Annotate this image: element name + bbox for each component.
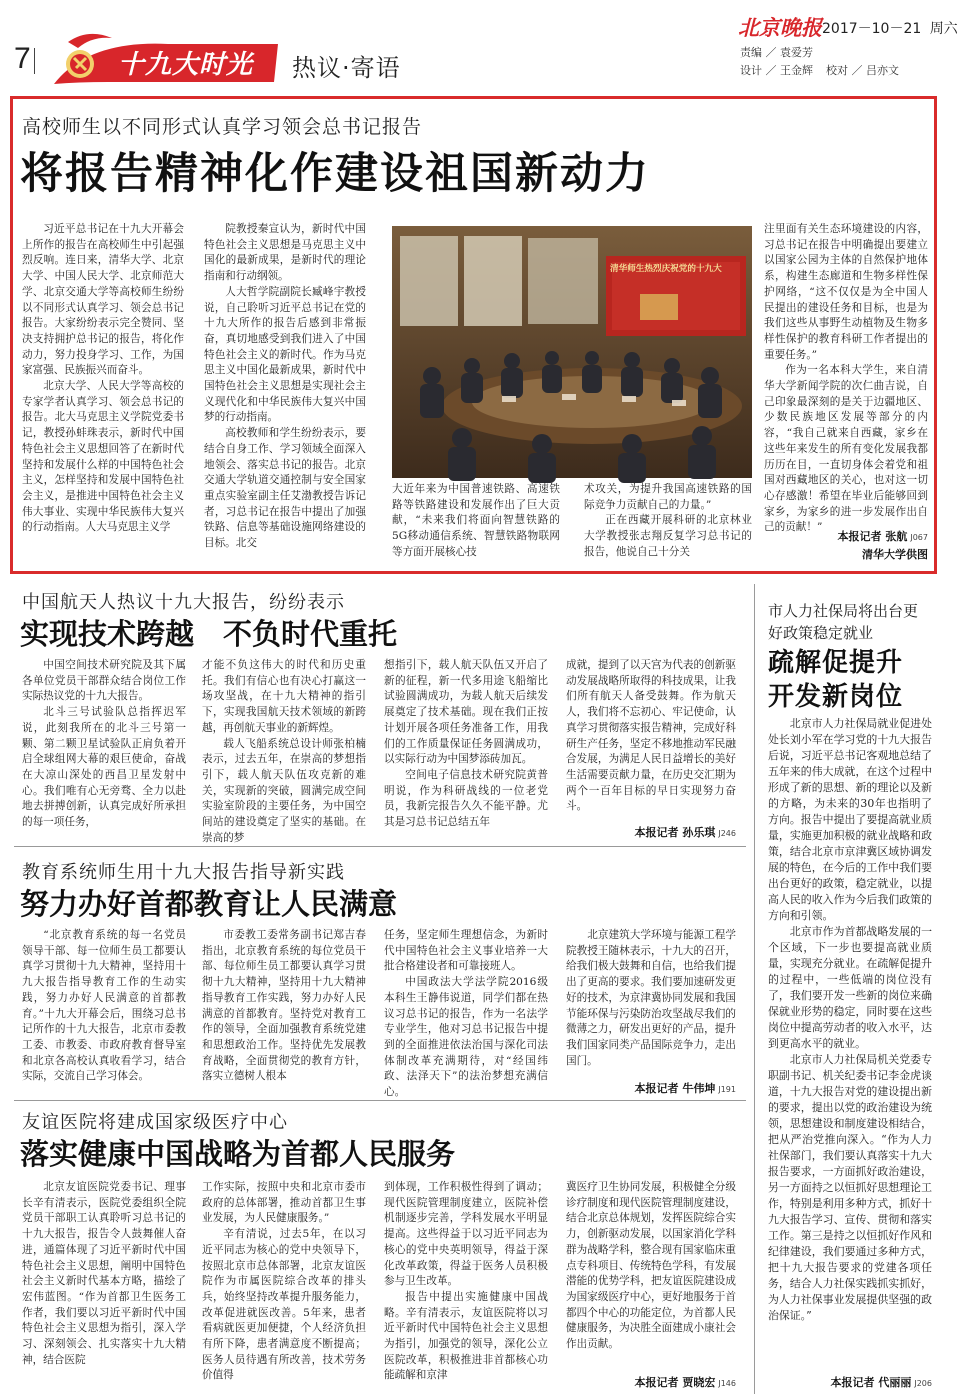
hospital-column-1 — [22, 1180, 186, 1392]
sidebar-kicker: 市人力社保局将出台更好政策稳定就业 — [768, 602, 919, 642]
paragraph: 到体现，工作积极性得到了调动；现代医院管理制度建立，医院补偿机制逐步完善，学科发展水平明显提高。这些得益于以习近平同志为核心的党中央英明领导，得益于深化改革政策，得益于医务人员积极参与卫生改革。 — [384, 1181, 548, 1288]
paragraph: “北京教育系统的每一名党员领导干部、每一位师生员工都要认真学习贯彻十九大精神，坚持用十九大报告指导教育工作的生动实践，努力办好人民满意的首都教育。”十九大开幕会后，围绕习总书记所作的十九大报告，北京市委教工委、市教委、市政府教育督导室和北京各高校认真收看学习，结合实际，交流自己学习体会。 — [22, 929, 186, 1083]
hospital-byline — [566, 1374, 736, 1390]
page-number-rule — [34, 48, 35, 74]
space-column-3 — [384, 658, 548, 829]
paragraph: 想指引下，载人航天队伍又开启了新的征程，新一代多用途飞船缩比试验圆满成功，为载人航天后续发展奠定了技术基础。现在我们正按计划开展各项任务准备工作，用我们的工作质量保证任务圆满成功，以实际行动为中国梦添砖加瓦。 — [384, 659, 548, 766]
byline-code: J146 — [718, 1379, 736, 1388]
paragraph: 北京市人力社保局就业促进处处长刘小军在学习党的十九大报告后说，习近平总书记客观地总结了五年来的伟大成就，在这个过程中形成了新的思想、新的理论以及新的方略，为未来的30年也指明了方向。报告中提出了要提高就业质量，实施更加积极的就业战略和政策，结合北京市京津冀区域协调发展的特色，在今后的工作中我们要出台更好的政策，稳定就业，以提高人民的收入作为今后我们政策的方向和引领。 — [768, 717, 932, 922]
lead-kicker: 高校师生以不同形式认真学习领会总书记报告 — [22, 116, 423, 138]
education-byline — [566, 1080, 736, 1096]
sidebar-headline-line2: 开发新岗位 — [768, 682, 904, 712]
lead-photo-column-2 — [584, 482, 752, 564]
byline-text: 本报记者 孙乐琪 — [634, 826, 716, 839]
education-column-2 — [202, 928, 366, 1090]
hospital-column-3 — [384, 1180, 548, 1392]
paragraph: 才能不负这伟大的时代和历史重托。我们有信心也有决心打赢这一场攻坚战，在十九大精神的指引下，实现我国航天技术领域的新跨越，再创航天事业的新辉煌。 — [202, 659, 366, 734]
education-column-4 — [566, 928, 736, 1068]
divider-rule — [14, 1100, 746, 1101]
paragraph: 中国政法大学法学院2016级本科生王静伟说道，同学们都在热议习总书记的报告，作为一名法学专业学生，他对习总书记报告中提到的全面推进依法治国与深化司法体制改革充满期待，对“经国纬政、法泽天下”的法治梦想充满信心。 — [384, 976, 548, 1099]
section-logo — [48, 30, 280, 86]
lead-headline: 将报告精神化作建设祖国新动力 — [20, 149, 650, 199]
hospital-kicker: 友谊医院将建成国家级医疗中心 — [22, 1112, 288, 1133]
photo-banner-text: 清华师生热烈庆祝党的十九大 — [610, 264, 722, 274]
paragraph: 北京大学、人民大学等高校的专家学者认真学习、领会总书记的报告。北大马克思主义学院党委书记，教授孙蚌珠表示，新时代中国特色社会主义思想回答了在新时代坚持和发展什么样的中国特色社会主义，怎样坚持和发展中国特色社会主义，是推进中国特色社会主义伟大事业、实现中华民族伟大复兴的行动指南。人大马克思主义学 — [22, 380, 184, 534]
space-column-4 — [566, 658, 736, 813]
paper-name: 北京晚报 — [738, 15, 822, 40]
paragraph: 人大哲学院副院长臧峰宇教授说，自己聆听习近平总书记在党的十九大所作的报告后感到非常振奋，真切地感受到我们进入了中国特色社会主义的新时代。作为马克思主义中国化最新成果，新时代中国特色社会主义思想是实现社会主义现代化和中华民族伟大复兴中国梦的行动指南。 — [204, 285, 366, 424]
byline-text: 本报记者 贾晓宏 — [634, 1376, 716, 1389]
byline-code: J206 — [914, 1379, 932, 1388]
byline-code: J067 — [910, 533, 928, 542]
byline-text: 本报记者 张航 — [837, 530, 908, 543]
lead-column-2 — [204, 222, 366, 562]
design-credit: 设计 ／ 王金辉 — [740, 64, 813, 77]
paragraph: 任务，坚定师生理想信念，为新时代中国特色社会主义事业培养一大批合格建设者和可靠接班人。 — [384, 929, 548, 973]
lead-photo — [392, 226, 752, 478]
paragraph: 北京市人力社保局机关党委专职副书记、机关纪委书记李金虎谈道，十九大报告对党的建设提出新的要求，提出以党的政治建设为统领，思想建设和制度建设相结合，把从严治党推向深入。“作为人力社保部门，我们要认真落实十九大报告要求，一方面抓好政治建设，另一方面持之以恒抓好思想理论工作，特别是利用多种方式，抓好十九大报告学习、宣传、贯彻和落实工作。第三是持之以恒抓好作风和纪律建设，我们要通过多种方式，把十九大报告要求的党建各项任务，结合人力社保实践抓实抓好，为人力社保事业发展提供坚强的政治保证。” — [768, 1053, 932, 1322]
lead-photo-column-1 — [392, 482, 560, 564]
paragraph: 北斗三号试验队总指挥迟军说，此刻我所在的北斗三号第一颗、第二颗卫星试验队正肩负着开启全球组网大幕的艰巨使命，奋战在大凉山深处的西昌卫星发射中心。我们唯有心无旁骛、全力以赴地去拼搏创新，认真完成好所承担的每一项任务， — [22, 706, 186, 829]
sidebar-byline — [768, 1374, 932, 1390]
paragraph: 报告中提出实施健康中国战略。辛有清表示，友谊医院将以习近平新时代中国特色社会主义思想为指引，加强党的领导，深化公立医院改革，积极推进非首都核心功能疏解和京津 — [384, 1290, 548, 1382]
paragraph: 北京建筑大学环境与能源工程学院教授王随林表示，十九大的召开，给我们极大鼓舞和自信，也给我们提出了更高的要求。我们要加速研发更好的技术，为京津冀协同发展和我国节能环保与污染防治攻坚战尽我们的微薄之力，研发出更好的产品，提升我们国家同类产品国际竞争力，走出国门。 — [566, 929, 736, 1067]
date-text: 2017－10－21 — [822, 21, 922, 37]
education-headline: 努力办好首都教育让人民满意 — [20, 887, 398, 921]
sidebar-body — [768, 716, 932, 1362]
page-number: 7 — [14, 42, 31, 75]
paragraph: 正在西藏开展科研的北京林业大学教授张志翔反复学习总书记的报告，他说自己十分关 — [584, 514, 752, 558]
sidebar-divider — [754, 584, 755, 1394]
paragraph: 市委教工委常务副书记郑吉春指出，北京教育系统的每位党员干部、每位师生员工都要认真学习贯彻十九大精神，坚持用十九大精神指导教育工作实践，努力办好人民满意的首都教育。坚持党对教育工作的领导，全面加强教育系统党建和思想政治工作。坚持优先发展教育战略，全面贯彻党的教育方针，落实立德树人根本 — [202, 929, 366, 1083]
paragraph: 作为一名本科大学生，来自清华大学新闻学院的次仁曲吉说，自己印象最深刻的是关于边疆地区、少数民族地区发展等部分的内容，“我自己就来自西藏，家乡在这些年来发生的所有变化发展我都历历在目，一直切身体会着党和祖国对西藏地区的关心，也对这一切心存感激！希望在毕业后能够回到家乡，为家乡的进一步发展作出自己的贡献！” — [764, 364, 928, 534]
lead-byline — [764, 528, 928, 544]
byline-text: 本报记者 代丽丽 — [830, 1376, 912, 1389]
paragraph: 北京友谊医院党委书记、理事长辛有清表示，医院党委组织全院党员干部职工认真聆听习总书记的十九大报告，报告令人鼓舞催人奋进，通篇体现了习近平新时代中国特色社会主义思想，阐明中国特色社会主义新时代基本方略，描绘了宏伟蓝图。“作为首都卫生医务工作者，我们要以习近平新时代中国特色社会主义思想为指引，深入学习、深刻领会、扎实落实十九大精神，结合医院 — [22, 1181, 186, 1366]
education-column-3 — [384, 928, 548, 1099]
space-byline — [566, 824, 736, 840]
paragraph: 空间电子信息技术研究院黄普明说，作为科研战线的一位老党员，我新完报告久久不能平静。尤其是习总书记总结五年 — [384, 768, 548, 829]
paragraph: 术攻关，为提升我国高速铁路的国际竞争力贡献自己的力量。” — [584, 483, 752, 511]
hospital-column-4 — [566, 1180, 736, 1368]
editor-credit: 责编 ／ 袁爱芳 — [740, 46, 813, 59]
section-title: 热议·寄语 — [292, 54, 401, 82]
masthead — [0, 0, 958, 88]
byline-text: 本报记者 牛伟坤 — [634, 1082, 716, 1095]
paragraph: 载人飞船系统总设计师张柏楠表示，过去五年，在崇高的梦想指引下，载人航天队伍攻克新的难关，实现新的突破，圆满完成空间实验室阶段的主要任务，为中国空间站的建设奠定了坚实的基础。在崇高的梦 — [202, 737, 366, 844]
byline-code: J246 — [718, 829, 736, 838]
paragraph: 冀医疗卫生协同发展，积极健全分级诊疗制度和现代医院管理制度建设，结合北京总体规划，发挥医院综合实力，创新驱动发展，以国家消化学科群为战略学科，整合现有国家临床重点专科项目、传统特色学科，有发展潜能的优势学科，把友谊医院建设成为国家级医疗中心，更好地服务于首都四个中心的功能定位，为首都人民健康服务，为决胜全面建成小康社会作出贡献。 — [566, 1181, 736, 1351]
byline-code: J191 — [718, 1085, 736, 1094]
paragraph: 高校教师和学生纷纷表示，要结合自身工作、学习领域全面深入地领会、落实总书记的报告。北京交通大学轨道交通控制与安全国家重点实验室副主任艾渤教授告诉记者，习总书记在报告中提出了加强铁路、信息等基础设施网络建设的目标。北交 — [204, 427, 366, 550]
issue-date — [822, 18, 958, 38]
section-logo-text: 十九大时光 — [118, 50, 254, 80]
paragraph: 北京市作为首都战略发展的一个区域，下一步也要提高就业质量，实现充分就业。在疏解促提升的过程中，一些低端的岗位没有了，我们要开发一些新的岗位来确保就业形势的稳定，同时要在这些岗位中提高劳动者的收入水平，达到更高水平的就业。 — [768, 925, 932, 1050]
photo-credit: 清华大学供图 — [862, 548, 928, 561]
weekday-text: 周六 — [929, 21, 958, 37]
lead-column-1 — [22, 222, 184, 562]
paragraph: 注里面有关生态环境建设的内容，习总书记在报告中明确提出要建立以国家公园为主体的自然保护地体系，构建生态廊道和生物多样性保护网络，“这不仅仅是为全中国人民提出的建设任务和目标，也是为我们这些从事野生动植物及生物多样性保护的教育科研工作者提出的重要任务。” — [764, 223, 928, 361]
lead-column-4 — [764, 222, 928, 534]
space-kicker: 中国航天人热议十九大报告，纷纷表示 — [22, 592, 345, 613]
hospital-headline: 落实健康中国战略为首都人民服务 — [20, 1137, 456, 1171]
paragraph: 辛有清说，过去5年，在以习近平同志为核心的党中央领导下，按照北京市总体部署，北京友谊医院作为市属医院综合改革的排头兵，始终坚持改革提升服务能力，改革促进就医改善。5年来，患者看病就医更加便捷，个人经济负担有所下降，患者满意度不断提高；医务人员待遇有所改善，技术劳务价值得 — [202, 1228, 366, 1382]
proof-credit: 校对 ／ 吕亦文 — [826, 64, 899, 77]
divider-rule — [14, 846, 746, 847]
paragraph: 工作实际，按照中央和北京市委市政府的总体部署，推动首都卫生事业发展，为人民健康服务。” — [202, 1181, 366, 1225]
space-headline: 实现技术跨越 不负时代重托 — [20, 617, 398, 651]
education-column-1 — [22, 928, 186, 1090]
space-column-1 — [22, 658, 186, 829]
sidebar-headline-line1: 疏解促提升 — [768, 648, 904, 678]
paragraph: 大近年来为中国普速铁路、高速铁路等铁路建设和发展作出了巨大贡献，“未来我们将面向智慧铁路的5G移动通信系统、智慧铁路物联网等方面开展核心技 — [392, 483, 560, 558]
hospital-column-2 — [202, 1180, 366, 1392]
paragraph: 习近平总书记在十九大开幕会上所作的报告在高校师生中引起强烈反响。连日来，清华大学、北京大学、中国人民大学、北京师范大学、北京交通大学等高校师生纷纷以不同形式认真学习、领会总书记报告。大家纷纷表示完全赞同、坚决支持拥护总书记的报告，将化作动力，努力投身学习、工作，为国家富强、民族振兴而奋斗。 — [22, 223, 184, 377]
education-kicker: 教育系统师生用十九大报告指导新实践 — [22, 862, 345, 883]
space-column-2 — [202, 658, 366, 844]
paragraph: 成就，提到了以天宫为代表的创新驱动发展战略所取得的科技成果，让我们所有航天人备受鼓舞。作为航天人，我们将不忘初心、牢记使命，认真学习贯彻落实报告精神，完成好科研生产任务，坚定不移地推动军民融合发展，为满足人民日益增长的美好生活需要贡献力量，在历史交汇期为两个一百年目标的早日实现努力奋斗。 — [566, 659, 736, 813]
paragraph: 院教授秦宣认为，新时代中国特色社会主义思想是马克思主义中国化的最新成果，是新时代的理论指南和行动纲领。 — [204, 223, 366, 283]
paragraph: 中国空间技术研究院及其下属各单位党员干部群众结合岗位工作实际热议党的十九大报告。 — [22, 659, 186, 703]
